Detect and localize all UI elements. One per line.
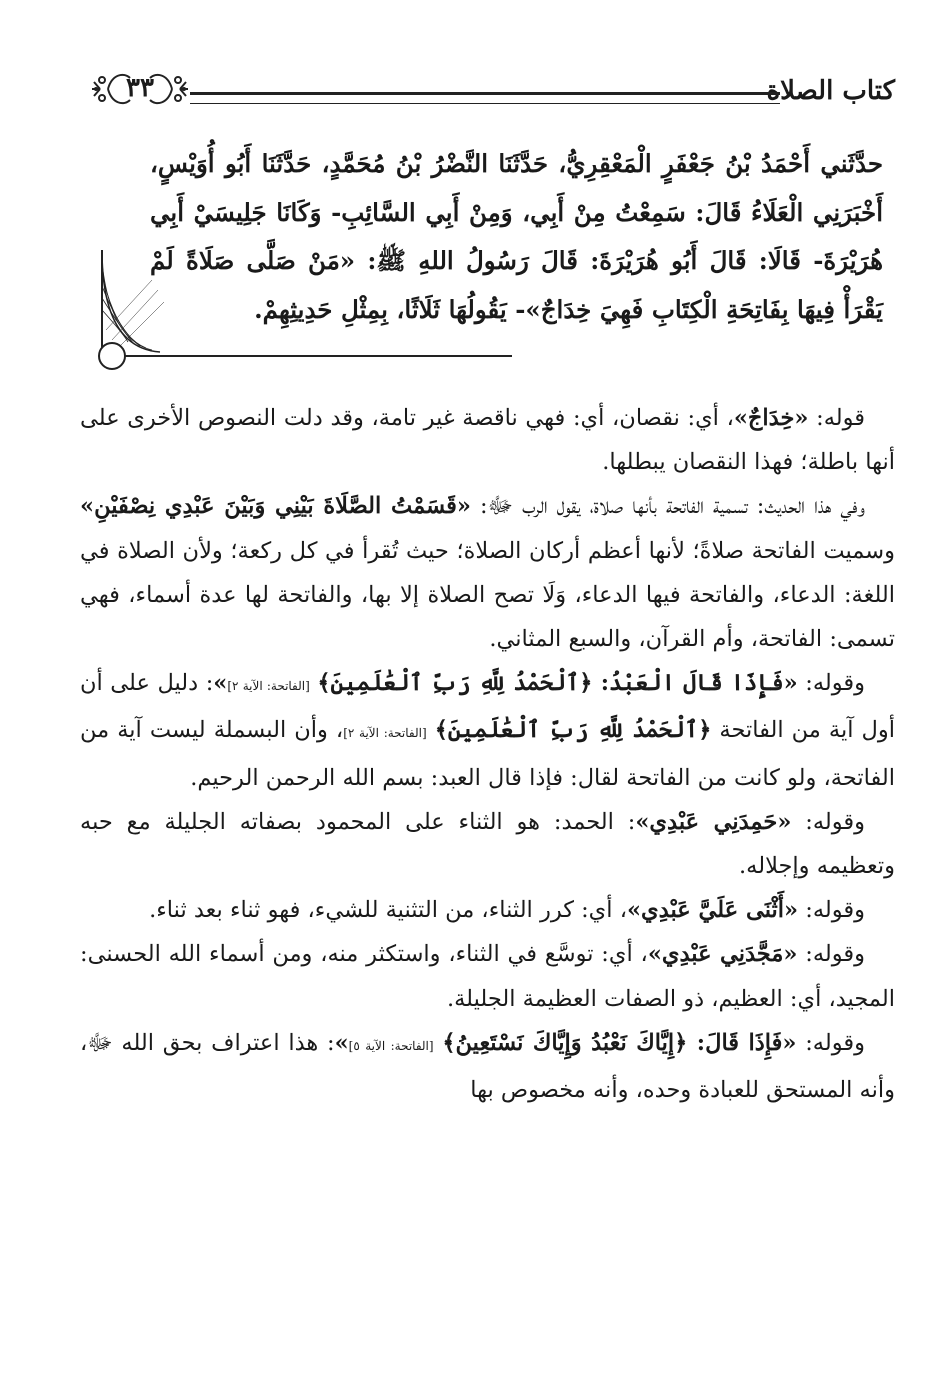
hadith-line: حدَّثَني أَحْمَدُ بْنُ جَعْفَرٍ الْمَعْقِرِيُّ، حَدَّثَنَا النَّضْرُ بْنُ مُحَمَّدٍ، حَدَّثَنَا أَبُو أُوَيْسٍ، [150, 149, 883, 178]
hadith-line: فِيهَا بِفَاتِحَةِ الْكِتَابِ فَهِيَ خِدَاجٌ»- يَقُولُهَا ثَلَاثًا، بِمِثْلِ حَدِيثِهِمْ. [254, 294, 835, 324]
commentary [80, 396, 895, 1112]
text: وقوله: [797, 670, 865, 697]
text: ، أي: توسَّع في الثناء، واستكثر منه، ومن أسماء الله الحسنى: المجيد، أي: العظيم، ذو الصفات العظيمة الجليلة. [80, 941, 895, 1012]
commentary-paragraph [80, 484, 895, 661]
text: ، أي: نقصان، أي: فهي ناقصة غير تامة، وقد دلت النصوص الأخرى على أنها باطلة؛ فهذا النقصان يبطلها. [80, 405, 895, 476]
hadith-quote: «قَسَمْتُ الصَّلَاةَ بَيْنِي وَبَيْنَ عَبْدِي نِصْفَيْنِ» [80, 493, 471, 520]
text: : دليل على أن أول آية من الفاتحة [80, 670, 895, 744]
quran-verse: ﴿إِيَّاكَ نَعْبُدُ وَإِيَّاكَ نَسْتَعِينُ﴾ [442, 1029, 688, 1056]
commentary-paragraph [80, 396, 895, 484]
quran-verse: ﴿ٱلْحَمْدُ لِلَّهِ رَبِّ ٱلْعَٰلَمِينَ﴾ [434, 717, 712, 744]
text: وفي هذا الحديث: تسمية الفاتحة بأنها صلاة، يقول الرب ﷻ: [470, 493, 866, 520]
hadith-line: هُرَيْرَةَ- قَالَا: قَالَ أَبُو هُرَيْرَةَ: قَالَ رَسُولُ اللهِ ﷺ: «مَنْ صَلَّى صَلَاةً لَمْ يَقْرَأْ [150, 246, 883, 324]
verse-citation: [الفاتحة: الآية ٢] [343, 726, 427, 741]
text: وقوله: [791, 808, 865, 835]
hadith-quote: «خِدَاجٌ» [733, 405, 809, 431]
verse-citation: [الفاتحة: الآية ٥] [348, 1038, 434, 1053]
verse-citation: [الفاتحة: الآية ٢] [227, 679, 310, 694]
text: وسميت الفاتحة صلاةً؛ لأنها أعظم أركان الصلاة؛ حيث تُقرأ في كل ركعة؛ ولأن الصلاة في اللغة: الدعاء، والفاتحة فيها الدعاء، وَلَا تصح الصلاة إلا بها، والفاتحة لها عدة أسماء، فهي تسمى: الفاتحة، وأم القرآن، والسبع المثاني. [80, 537, 895, 653]
text: ، أي: كرر الثناء، من التثنية للشيء، فهو ثناء بعد ثناء. [149, 897, 627, 924]
page-number: ٣٣ [126, 73, 154, 103]
hadith-quote-end: » [213, 670, 228, 697]
page-header [80, 66, 895, 122]
commentary-paragraph [80, 888, 895, 932]
hadith-quote: «أَثْنَى عَلَيَّ عَبْدِي» [626, 897, 799, 924]
hadith-quote-end: » [334, 1029, 349, 1056]
hadith-quote: «فَإِذَا قَالَ: [687, 1029, 797, 1056]
commentary-paragraph [80, 932, 895, 1020]
hadith-quote: «مَجَّدَنِي عَبْدِي» [647, 941, 798, 968]
hadith-quote: «فَإِذَا قَالَ الْعَبْدُ: [592, 670, 798, 697]
text: : هذا اعتراف بحق الله ﷻ، وأنه المستحق للعبادة وحده، وأنه مخصوص بها [80, 1029, 895, 1104]
commentary-paragraph [80, 1021, 895, 1112]
hadith-text [150, 140, 883, 334]
chapter-title: كتاب الصلاة [766, 76, 895, 106]
hadith-quote: «حَمِدَنِي عَبْدِي» [635, 808, 792, 835]
commentary-paragraph [80, 661, 895, 800]
text: وقوله: [796, 1029, 865, 1056]
commentary-paragraph [80, 800, 895, 888]
text: : الحمد: هو الثناء على المحمود بصفاته الجليلة مع حبه وتعظيمه وإجلاله. [80, 808, 895, 880]
text: وقوله: [797, 941, 865, 968]
text: قوله: [808, 405, 865, 431]
quran-verse: ﴿ٱلْحَمْدُ لِلَّهِ رَبِّ ٱلْعَٰلَمِينَ﴾ [317, 670, 593, 697]
text: ، وأن البسملة ليست آية من الفاتحة، ولو كانت من الفاتحة لقال: فإذا قال العبد: بسم الله الرحمن الرحيم. [80, 717, 895, 791]
header-rule [190, 92, 780, 104]
text: وقوله: [798, 897, 865, 924]
hadith-line: أَخْبَرَنِي الْعَلَاءُ قَالَ: سَمِعْتُ مِنْ أَبِي، وَمِنْ أَبِي السَّائِبِ- وَكَانَا جَلِيسَيْ أَبِي [150, 197, 883, 227]
